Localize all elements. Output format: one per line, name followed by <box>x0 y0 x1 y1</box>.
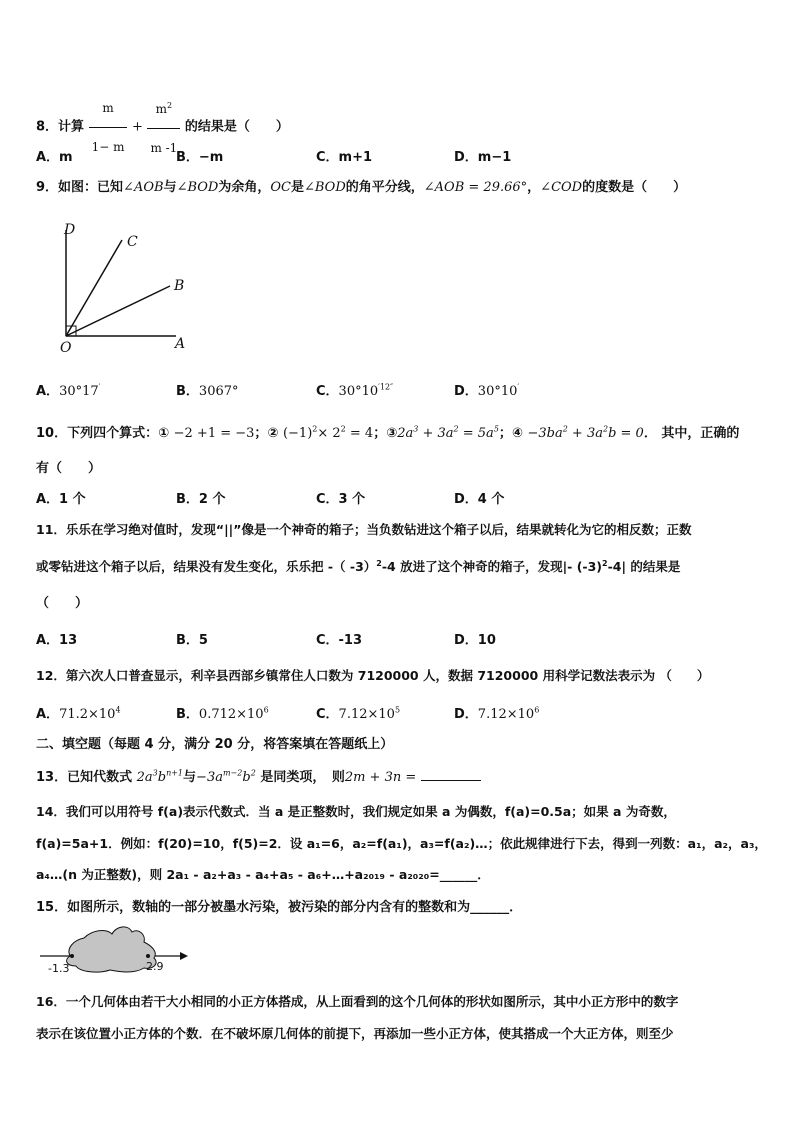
q11-option-b[interactable]: B．5 <box>176 633 208 648</box>
q9-option-a[interactable]: A．30°17′ <box>36 382 101 399</box>
q10-stem-line2: 有（ ） <box>36 461 102 476</box>
q11-stem-line1: 11．乐乐在学习绝对值时，发现“||”像是一个神奇的箱子；当负数钻进这个箱子以后，结果就转化为它的相反数；正数 <box>36 522 692 537</box>
label-c: C <box>127 234 138 250</box>
q16-stem-line2: 表示在该位置小正方体的个数．在不破坏原几何体的前提下，再添加一些小正方体，使其搭成一个大正方体，则至少 <box>36 1026 674 1041</box>
q12-option-a[interactable]: A．$71.2\times 10^4$ <box>36 705 121 722</box>
q10-option-c[interactable]: C．3 个 <box>316 492 366 507</box>
q10-option-d[interactable]: D．4 个 <box>454 492 505 507</box>
q8-option-c[interactable]: C．m+1 <box>316 150 373 165</box>
q8-fraction-1: $\frac{m}{1- m}$ <box>89 90 128 165</box>
label-left-value: -1.3 <box>48 962 70 975</box>
q9-option-c[interactable]: C．$30^\circ 10^{'12''}$ <box>316 382 394 399</box>
q14-stem-line1: 14．我们可以用符号 f(a)表示代数式．当 a 是正整数时，我们规定如果 a 为偶数，f(a)=0.5a；如果 a 为奇数， <box>36 804 676 819</box>
label-d: D <box>64 222 76 238</box>
right-endpoint-dot <box>146 954 150 958</box>
q12-option-c[interactable]: C．$7.12\times 10^5$ <box>316 705 401 722</box>
q8-fraction-2: $\frac{m^2}{m -1}$ <box>147 88 180 166</box>
ray-ob <box>66 286 170 336</box>
label-right-value: 2.9 <box>146 960 164 973</box>
arrow-head-icon <box>180 952 188 960</box>
q9-option-d[interactable]: D．30°10′ <box>454 382 520 399</box>
q12-option-b[interactable]: B．$0.712\times 10^6$ <box>176 705 269 722</box>
q14-stem-line2: f(a)=5a+1．例如：f(20)=10，f(5)=2．设 a₁=6，a₂=f(a₁)，a₃=f(a₂)…；依此规律进行下去，得到一列数：a₁，a₂，a₃， <box>36 836 767 851</box>
q8-option-a[interactable]: A．m <box>36 150 73 165</box>
label-a: A <box>175 336 186 352</box>
q14-stem-line3: a₄…(n 为正整数)，则 2a₁ - a₂+a₃ - a₄+a₅ - a₆+…+a₂₀₁₉ - a₂₀₂₀=______． <box>36 867 490 882</box>
ray-oc <box>66 240 122 336</box>
q8-option-d[interactable]: D．m−1 <box>454 150 512 165</box>
q16-stem-line1: 16．一个几何体由若干大小相同的小正方体搭成，从上面看到的这个几何体的形状如图所示，其中小正方形中的数字 <box>36 994 679 1009</box>
q10-option-b[interactable]: B．2 个 <box>176 492 226 507</box>
q10-stem: 10．下列四个算式：① −2 +1 = −3；② $(-1)^2\times 2^2 = 4$；$③2a^3 + 3a^2 = 5a^5$；④ $-3ba^2 + 3a^2b = 0$． 其中，正确的 <box>36 424 740 441</box>
q9-stem: 9．如图：已知∠AOB与∠BOD为余角，OC是∠BOD的角平分线，∠AOB = 29.66°，∠COD的度数是（ ） <box>36 180 687 195</box>
q10-option-a[interactable]: A．1 个 <box>36 492 86 507</box>
q12-option-d[interactable]: D．$7.12\times 10^6$ <box>454 705 540 722</box>
q9-angle-diagram <box>50 218 200 358</box>
ink-stain <box>67 927 156 972</box>
section-heading-fill-blank: 二、填空题（每题 4 分，满分 20 分，将答案填在答题纸上） <box>36 737 394 752</box>
q11-option-d[interactable]: D．10 <box>454 633 496 648</box>
left-endpoint-dot <box>70 954 74 958</box>
q12-stem: 12．第六次人口普查显示，利辛县西部乡镇常住人口数为 7120000 人，数据 7120000 用科学记数法表示为 （ ） <box>36 668 710 683</box>
q8-option-b[interactable]: B．−m <box>176 150 224 165</box>
q13-answer-blank[interactable] <box>421 780 481 781</box>
q9-option-b[interactable]: B．3067° <box>176 384 239 399</box>
q13-stem: 13．已知代数式 $2a^3b^{n+1}$与$-3a^{m-2}b^2$ 是同类项， 则2m + 3n = <box>36 766 481 785</box>
label-b: B <box>174 278 185 294</box>
q11-option-a[interactable]: A．13 <box>36 633 78 648</box>
q11-stem-line3: （ ） <box>36 596 89 611</box>
q15-number-line-figure <box>36 918 192 976</box>
q11-stem-line2: 或零钻进这个箱子以后，结果没有发生变化，乐乐把 -（ -3）$^2$-4 放进了这个神奇的箱子，发现|- $(-3)^2-4|$ 的结果是 <box>36 558 681 574</box>
label-o: O <box>60 340 72 356</box>
q15-stem: 15．如图所示，数轴的一部分被墨水污染，被污染的部分内含有的整数和为______． <box>36 900 523 915</box>
q8-stem: 8．计算 $\frac{m}{1- m}$ + $\frac{m^2}{m -1}$ 的结果是（ ） <box>36 88 289 166</box>
q11-option-c[interactable]: C．-13 <box>316 633 363 648</box>
